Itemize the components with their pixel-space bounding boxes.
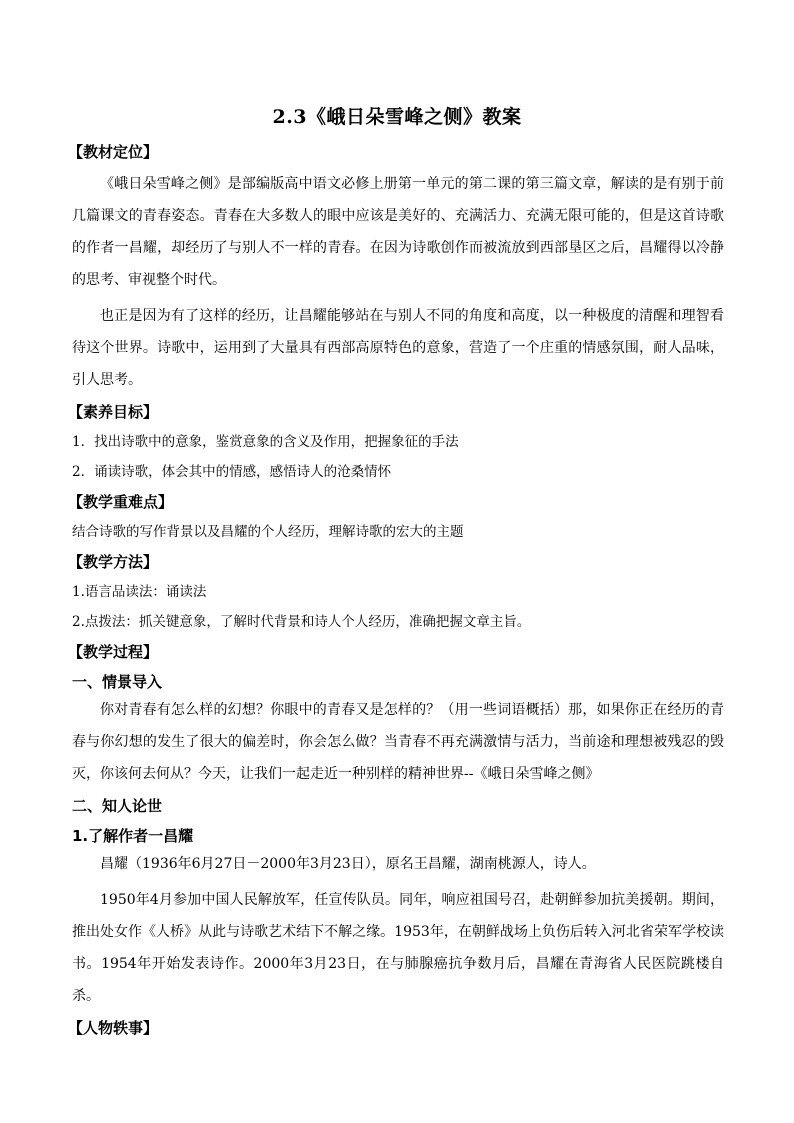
- paragraph: 也正是因为有了这样的经历，让昌耀能够站在与别人不同的角度和高度，以一种极度的清醒和理智看待这个世界。诗歌中，运用到了大量具有西部高原特色的意象，营造了一个庄重的情感氛围，耐人品味，引人思考。: [72, 308, 724, 388]
- heading-scenario-intro: 一、情景导入: [72, 673, 163, 691]
- paragraph: 结合诗歌的写作背景以及昌耀的个人经历，理解诗歌的宏大的主题: [72, 524, 464, 540]
- list-item: 2.点拨法：抓关键意象，了解时代背景和诗人个人经历，准确把握文章主旨。: [72, 614, 531, 630]
- list-item: 1．找出诗歌中的意象，鉴赏意象的含义及作用，把握象征的手法: [72, 434, 459, 450]
- list-item: 2．诵读诗歌，体会其中的情感，感悟诗人的沧桑情怀: [72, 464, 392, 480]
- document-title: 2.3《峨日朵雪峰之侧》教案: [272, 106, 522, 128]
- paragraph: 昌耀（1936年6月27日－2000年3月23日），原名王昌耀，湖南桃源人，诗人。: [100, 856, 596, 872]
- paragraph: 《峨日朵雪峰之侧》是部编版高中语文必修上册第一单元的第二课的第三篇文章，解读的是有别于前几篇课文的青春姿态。青春在大多数人的眼中应该是美好的、充满活力、充满无限可能的，但是这首诗歌的作者一昌耀，却经历了与别人不一样的青春。在因为诗歌创作而被流放到西部垦区之后，昌耀得以冷静的思考、审视整个时代。: [72, 176, 724, 288]
- heading-textbook-position: 【教材定位】: [68, 143, 159, 161]
- paragraph: 1950年4月参加中国人民解放军，任宣传队员。同年，响应祖国号召，赴朝鲜参加抗美援朝。期间，推出处女作《人桥》从此与诗歌艺术结下不解之缘。1953年，在朝鲜战场上负伤后转入河北省荣军学校读书。1954年开始发表诗作。2000年3月23日，在与肺腺癌抗争数月后，昌耀在青海省人民医院跳楼自杀。: [72, 892, 724, 1004]
- heading-process: 【教学过程】: [68, 643, 159, 661]
- heading-key-points: 【教学重难点】: [68, 493, 174, 511]
- heading-about-author: 1.了解作者一昌耀: [72, 827, 194, 845]
- heading-know-author: 二、知人论世: [72, 797, 163, 815]
- document-body: [68, 142, 724, 1038]
- heading-literacy-goals: 【素养目标】: [68, 403, 159, 421]
- paragraph: 你对青春有怎么样的幻想？你眼中的青春又是怎样的？（用一些词语概括）那，如果你正在经历的青春与你幻想的发生了很大的偏差时，你会怎么做？当青春不再充满激情与活力，当前途和理想被残忍的毁灭，你该何去何从？今天，让我们一起走近一种别样的精神世界--《峨日朵雪峰之侧》: [72, 702, 724, 782]
- list-item: 1.语言品读法：诵读法: [72, 584, 207, 600]
- heading-anecdotes: 【人物轶事】: [68, 1019, 159, 1037]
- heading-methods: 【教学方法】: [68, 553, 159, 571]
